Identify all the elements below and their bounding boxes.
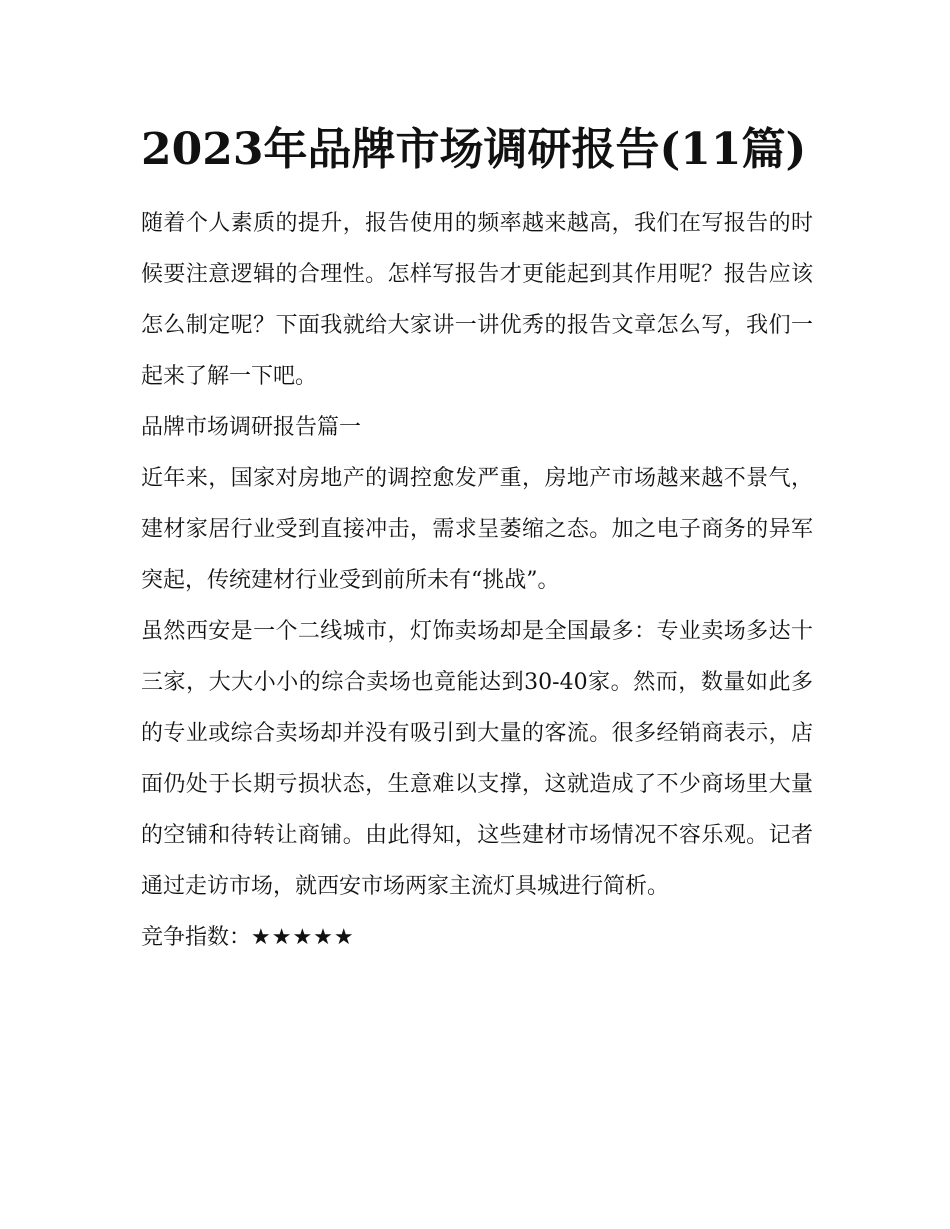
- competition-index-label: 竞争指数：: [141, 925, 252, 950]
- document-page: [141, 110, 813, 963]
- body-paragraph-2: 虽然西安是一个二线城市，灯饰卖场却是全国最多：专业卖场多达十三家，大大小小的综合卖场也竟能达到30-40家。然而，数量如此多的专业或综合卖场却并没有吸引到大量的客流。很多经销商表示，店面仍处于长期亏损状态，生意难以支撑，这就造成了不少商场里大量的空铺和待转让商铺。由此得知，这些建材市场情况不容乐观。记者通过走访市场，就西安市场两家主流灯具城进行简析。: [141, 619, 813, 899]
- competition-index: [141, 912, 813, 963]
- star-rating-icon: ★★★★★: [251, 925, 355, 950]
- section-heading: 品牌市场调研报告篇一: [141, 415, 362, 440]
- body-paragraph-1: 近年来，国家对房地产的调控愈发严重，房地产市场越来越不景气，建材家居行业受到直接冲击，需求呈萎缩之态。加之电子商务的异军突起，传统建材行业受到前所未有“挑战”。: [141, 466, 813, 593]
- document-title: 2023年品牌市场调研报告(11篇): [141, 124, 807, 175]
- intro-paragraph: 随着个人素质的提升，报告使用的频率越来越高，我们在写报告的时候要注意逻辑的合理性。怎样写报告才更能起到其作用呢？报告应该怎么制定呢？下面我就给大家讲一讲优秀的报告文章怎么写，我们一起来了解一下吧。: [141, 211, 813, 389]
